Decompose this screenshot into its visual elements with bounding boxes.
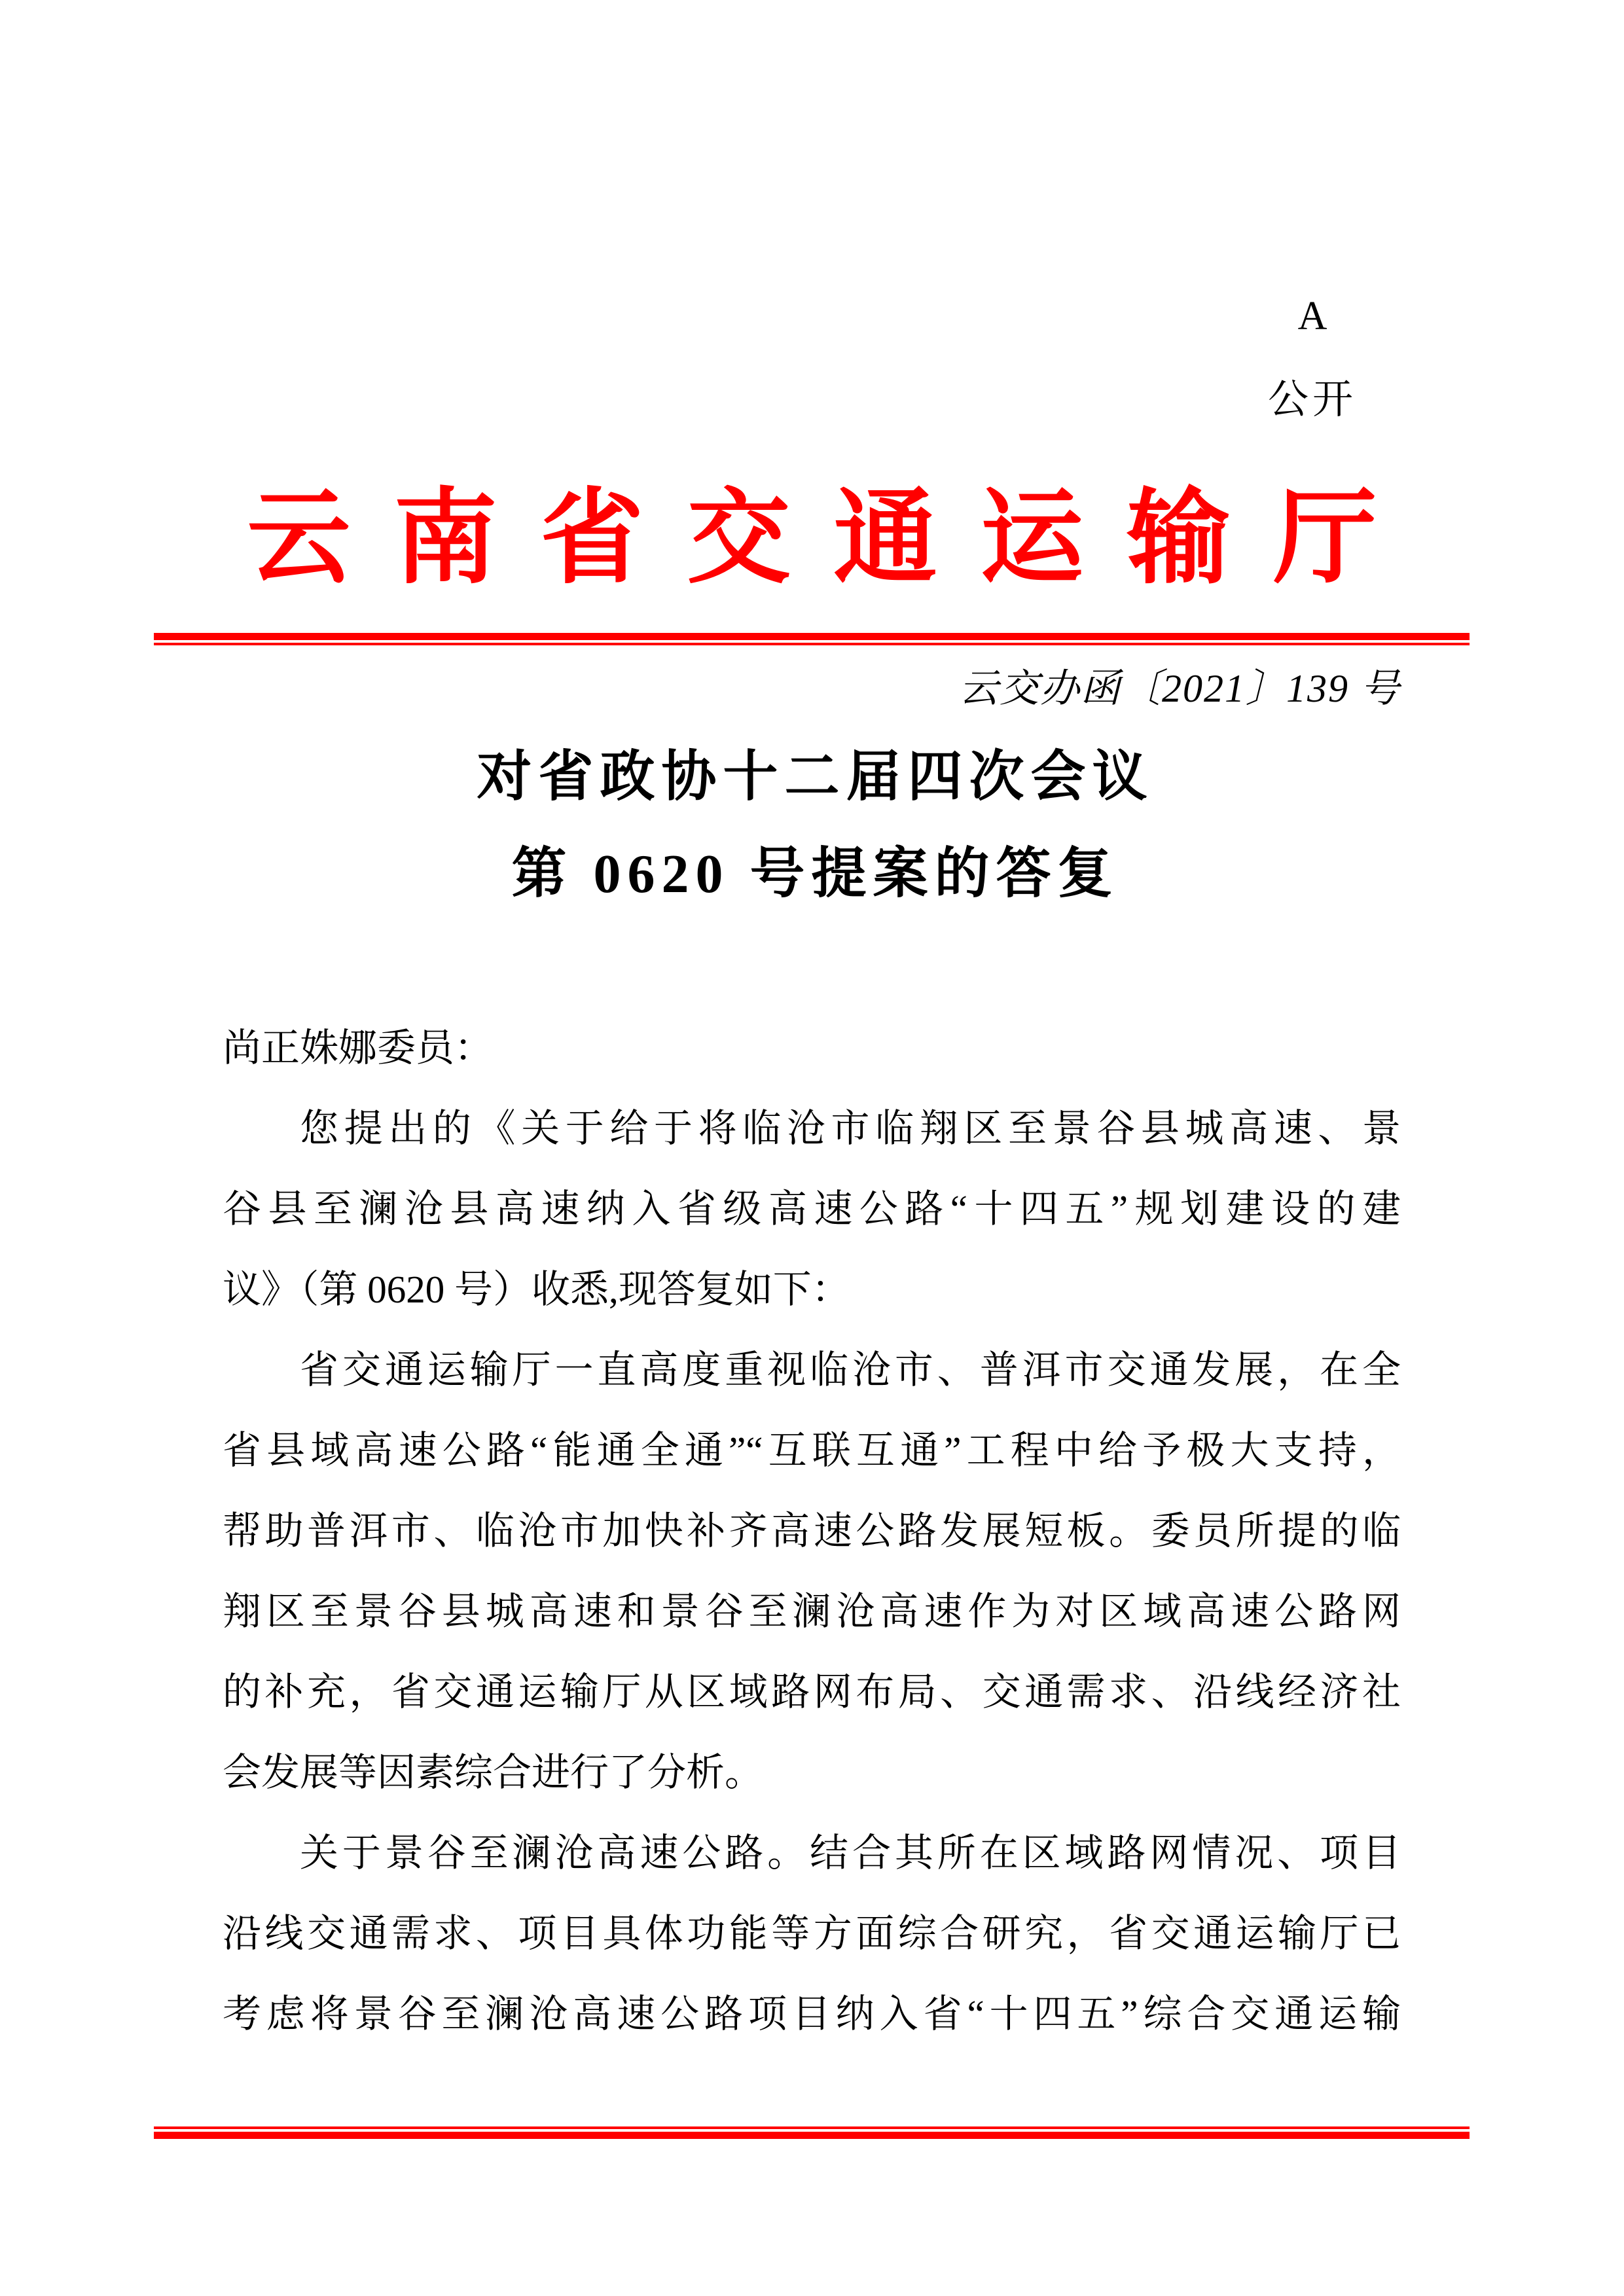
body-line: 省交通运输厅一直高度重视临沧市、普洱市交通发展，在全 <box>300 1348 1401 1391</box>
body-line: 会发展等因素综合进行了分析。 <box>223 1751 764 1794</box>
body-line: 的补充，省交通运输厅从区域路网布局、交通需求、沿线经济社 <box>223 1670 1401 1713</box>
doc-title-line-1 <box>0 747 1624 808</box>
body-line: 关于景谷至澜沧高速公路。结合其所在区域路网情况、项目 <box>300 1831 1401 1874</box>
classification-grade: A <box>1297 294 1327 338</box>
rule-thick <box>154 633 1470 640</box>
body-line: 考虑将景谷至澜沧高速公路项目纳入省“十四五”综合交通运输 <box>223 1992 1401 2036</box>
agency-name: 云南省交通运输厅 <box>247 482 1420 596</box>
body-line: 谷县至澜沧县高速纳入省级高速公路“十四五”规划建设的建 <box>223 1187 1401 1230</box>
footer-double-rule <box>154 2126 1470 2139</box>
body-line: 沿线交通需求、项目具体功能等方面综合研究，省交通运输厅已 <box>223 1912 1401 1955</box>
doc-title-text-1: 对省政协十二届四次会议 <box>477 747 1154 808</box>
rule-thick <box>154 2132 1470 2139</box>
agency-masthead <box>0 483 1624 596</box>
disclosure-label: 公开 <box>1267 378 1357 422</box>
body-line: 您提出的《关于给于将临沧市临翔区至景谷县城高速、景 <box>300 1107 1401 1150</box>
body-line: 翔区至景谷县城高速和景谷至澜沧高速作为对区域高速公路网 <box>223 1590 1401 1633</box>
rule-thin <box>154 643 1470 645</box>
body-line: 议》（第 0620 号）收悉,现答复如下： <box>223 1268 850 1311</box>
letter-body <box>223 1008 1401 2054</box>
masthead-double-rule <box>154 633 1470 645</box>
body-line: 帮助普洱市、临沧市加快补齐高速公路发展短板。委员所提的临 <box>223 1509 1401 1552</box>
body-line: 省县域高速公路“能通全通”“互联互通”工程中给予极大支持， <box>223 1429 1401 1472</box>
salutation: 尚正姝娜委员： <box>223 1026 494 1069</box>
doc-number: 云交办函〔2021〕139 号 <box>959 667 1401 710</box>
doc-title-text-2: 第 0620 号提案的答复 <box>511 844 1119 905</box>
doc-title-line-2 <box>0 844 1624 905</box>
